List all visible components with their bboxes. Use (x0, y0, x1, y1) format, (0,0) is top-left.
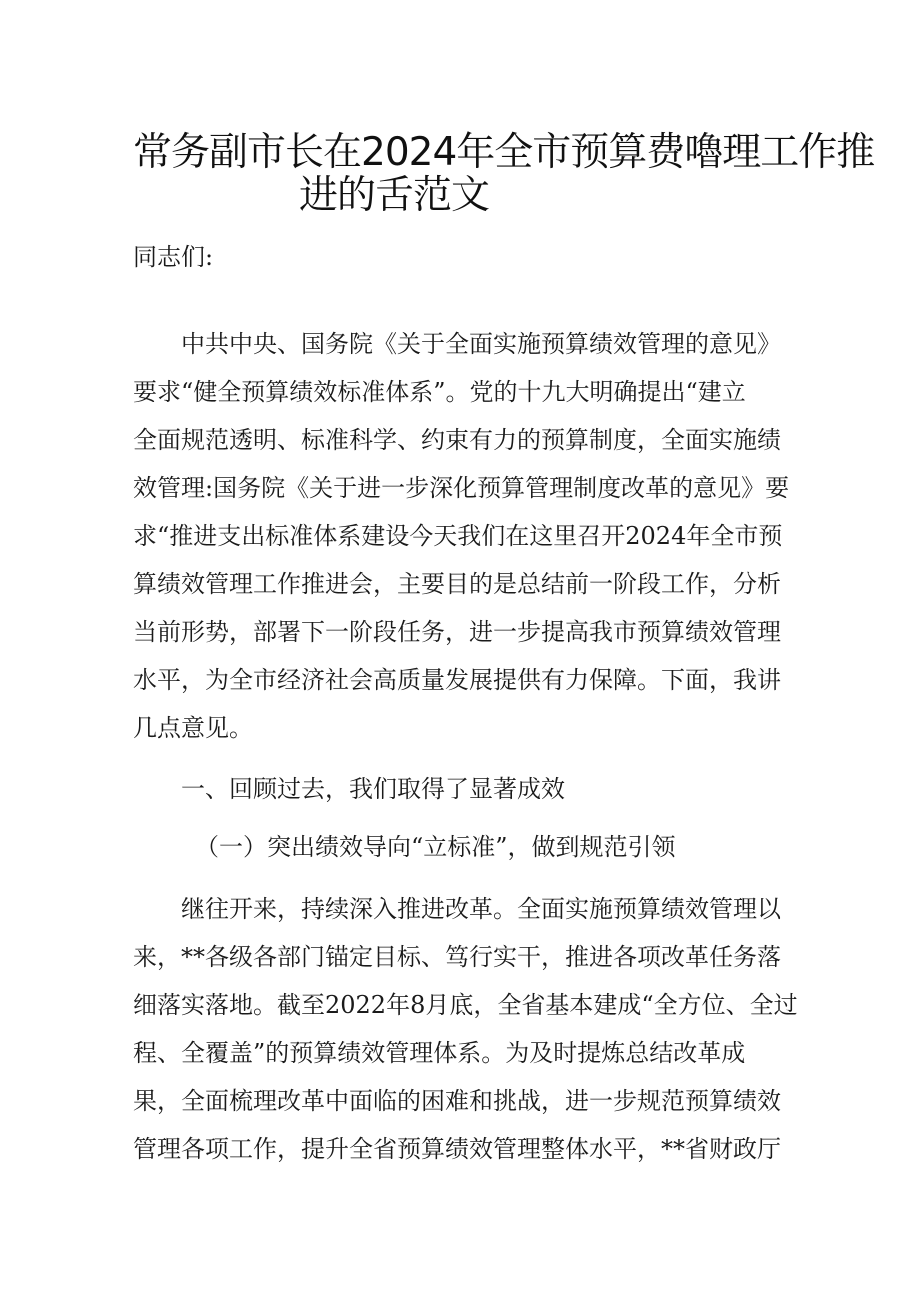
document-title-line-1: 常务副市长在2024年全市预算费嚕理工作推 (133, 130, 875, 175)
paragraph-line: 要求“健全预算绩效标准体系”。党的十九大明确提出“建立 (133, 378, 746, 406)
paragraph-line: 继往开来，持续深入推进改革。全面实施预算绩效管理以 (181, 895, 781, 923)
paragraph-line: 几点意见。 (133, 714, 253, 742)
paragraph-line: 果，全面梳理改革中面临的困难和挑战，进一步规范预算绩效 (133, 1087, 781, 1115)
section-heading: 一、回顾过去，我们取得了显著成效 (181, 775, 565, 803)
paragraph-line: 求“推进支出标准体系建设今天我们在这里召开2024年全市预 (133, 522, 783, 550)
paragraph-line: 算绩效管理工作推进会，主要目的是总结前一阶段工作，分析 (133, 570, 781, 598)
paragraph-line: 效管理:国务院《关于进一步深化预算管理制度改革的意见》要 (133, 474, 790, 502)
paragraph-line: 管理各项工作，提升全省预算绩效管理整体水平，**省财政厅 (133, 1135, 781, 1163)
subsection-heading: （一）突出绩效导向“立标准”，做到规范引领 (195, 833, 676, 861)
paragraph-line: 来，**各级各部门锚定目标、笃行实干，推进各项改革任务落 (133, 943, 781, 971)
paragraph-line: 中共中央、国务院《关于全面实施预算绩效管理的意见》 (181, 330, 781, 358)
paragraph-line: 程、全覆盖”的预算绩效管理体系。为及时提炼总结改革成 (133, 1039, 746, 1067)
paragraph-line: 细落实落地。截至2022年8月底，全省基本建成“全方位、全过 (133, 991, 798, 1019)
document-title-line-2: 进的舌范文 (299, 173, 490, 218)
salutation: 同志们: (133, 243, 214, 271)
paragraph-line: 当前形势，部署下一阶段任务，进一步提高我市预算绩效管理 (133, 618, 781, 646)
paragraph-line: 水平，为全市经济社会高质量发展提供有力保障。下面，我讲 (133, 666, 781, 694)
paragraph-line: 全面规范透明、标准科学、约束有力的预算制度，全面实施绩 (133, 426, 781, 454)
